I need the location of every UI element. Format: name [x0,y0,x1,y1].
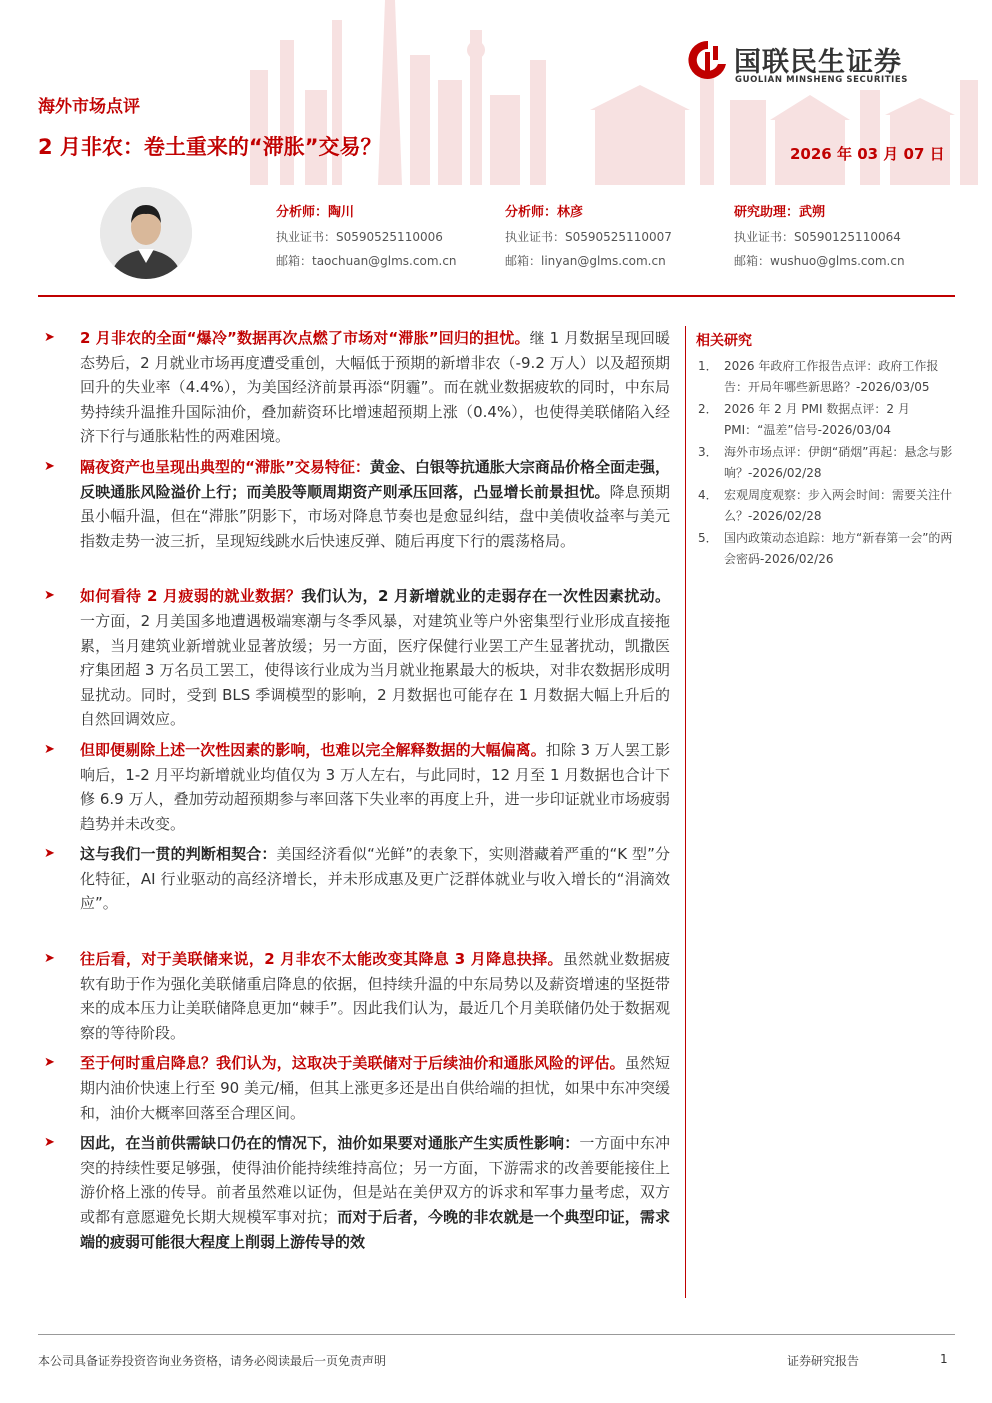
report-body [38,326,670,1254]
related-research-item[interactable] [696,485,958,527]
footer-divider [38,1334,955,1335]
paragraph-text: 一方面，2 月美国多地遭遇极端寒潮与冬季风暴，对建筑业等户外密集型行业形成直接拖累，当月建筑业新增就业显著放缓；另一方面，医疗保健行业罢工产生显著扰动，凯撒医疗集团超 3 万名员工罢工，使得该行业成为当月就业拖累最大的板块，对非农数据形成明显扰动。同时，受到 BLS 季调模型的影响，2 月数据也可能存在 1 月数据大幅上升后的自然回调效应。 [80,611,670,729]
analyst-role: 分析师：陶川 [276,205,355,220]
page-number: 1 [940,1352,948,1366]
bullet-arrow-icon: ➤ [44,458,55,474]
paragraph-lead-bold: 因此，在当前供需缺口仍在的情况下，油价如果要对通胀产生实质性影响： [80,1134,580,1153]
analyst-card-3 [734,201,905,273]
paragraph-text: 降息预期虽小幅升温，但在“滞胀”阴影下，市场对降息节奏也是愈显纠结，盘中美债收益率与美元指数走势一波三折，呈现短线跳水后快速反弹、随后再度下行的震荡格局。 [80,482,670,550]
item-text: 2026 年 2 月 PMI 数据点评：2 月 PMI：“温差”信号-2026/03/04 [724,402,910,437]
paragraph-tail-bold: 而对于后者，今晚的非农就是一个典型印证，需求端的疲弱可能很大程度上削弱上游传导的效 [80,1208,670,1251]
paragraph-lead-bold: 这与我们一贯的判断相契合： [80,845,277,864]
related-research-item[interactable] [696,442,958,484]
related-research-item[interactable] [696,356,958,398]
item-number: 5． [698,531,718,545]
paragraph-lead: 隔夜资产也呈现出典型的“滞胀”交易特征： [80,457,370,476]
item-number: 2． [698,402,718,416]
analyst-email: 邮箱：wushuo@glms.com.cn [734,254,905,268]
paragraph-lead: 如何看待 2 月疲弱的就业数据？ [80,587,302,606]
paragraph-8 [38,1131,670,1254]
paragraph-text: 美国经济看似“光鲜”的表象下，实则潜藏着严重的“K 型”分化特征，AI 行业驱动的高经济增长，并未形成惠及更广泛群体就业与收入增长的“涓滴效应”。 [80,845,670,913]
paragraph-text: 虽然短期内油价快速上行至 90 美元/桶，但其上涨更多还是出自供给端的担忧，如果中东冲突缓和，油价大概率回落至合理区间。 [80,1054,670,1122]
item-number: 3． [698,445,718,459]
item-text: 国内政策动态追踪：地方“新春第一会”的两会密码-2026/02/26 [724,531,953,566]
related-research-panel [696,330,958,571]
column-divider [685,326,686,1298]
brand-logo [688,38,958,90]
paragraph-7 [38,1051,670,1125]
paragraph-4 [38,738,670,836]
paragraph-6 [38,947,670,1045]
item-number: 4． [698,488,718,502]
item-text: 宏观周度观察：步入两会时间：需要关注什么？-2026/02/28 [724,488,953,523]
bullet-arrow-icon: ➤ [44,951,55,967]
bullet-arrow-icon: ➤ [44,588,55,604]
bullet-arrow-icon: ➤ [44,846,55,862]
analyst-card-1 [276,201,457,273]
paragraph-text: 扣除 3 万人罢工影响后，1-2 月平均新增就业均值仅为 3 万人左右，与此同时，12 月至 1 月数据也合计下修 6.9 万人，叠加劳动超预期参与率回落下失业率的再度上升，进一步印证就业市场疲弱趋势并未改变。 [80,740,670,833]
analyst-cert: 执业证书：S0590525110006 [276,230,443,244]
analyst-cert: 执业证书：S0590125110064 [734,230,901,244]
brand-mark-icon [688,38,728,82]
paragraph-3 [38,584,670,732]
brand-name-cn: 国联民生证券 [734,47,902,78]
paragraph-5 [38,842,670,916]
item-number: 1． [698,359,718,373]
analyst-email: 邮箱：taochuan@glms.com.cn [276,254,457,268]
item-text: 2026 年政府工作报告点评：政府工作报告：开局年哪些新思路？-2026/03/05 [724,359,939,394]
paragraph-text: 一方面中东冲突的持续性要足够强，使得油价能持续维持高位；另一方面，下游需求的改善要能接住上游价格上涨的传导。前者虽然难以证伪，但是站在美伊双方的诉求和军事力量考虑，双方或都有意愿避免长期大规模军事对抗； [80,1134,670,1226]
report-category: 海外市场点评 [38,97,140,117]
paragraph-lead: 往后看，对于美联储来说，2 月非农不太能改变其降息 3 月降息抉择。 [80,950,563,969]
paragraph-lead: 至于何时重启降息？我们认为，这取决于美联储对于后续油价和通胀风险的评估。 [80,1054,625,1073]
paragraph-lead: 2 月非农的全面“爆冷”数据再次点燃了市场对“滞胀”回归的担忧。 [80,329,530,347]
paragraph-text: 虽然就业数据疲软有助于作为强化美联储重启降息的依据，但持续升温的中东局势以及薪资增速的坚挺带来的成本压力让美联储降息更加“棘手”。因此我们认为，最近几个月美联储仍处于数据观察的等待阶段。 [80,950,670,1042]
analyst-cert: 执业证书：S0590525110007 [505,230,672,244]
brand-name-en: GUOLIAN MINSHENG SECURITIES [735,75,909,85]
related-research-item[interactable] [696,399,958,441]
paragraph-text: 继 1 月数据呈现回暖态势后，2 月就业市场再度遭受重创，大幅低于预期的新增非农（-9.2 万人）以及超预期回升的失业率（4.4%），为美国经济前景再添“阴霾”。而在就业数据疲软的同时，中东局势持续升温推升国际油价，叠加薪资环比增速超预期上涨（0.4%），也使得美联储陷入经济下行与通胀粘性的两难困境。 [80,329,670,446]
paragraph-lead-bold: 我们认为，2 月新增就业的走弱存在一次性因素扰动。 [301,587,670,606]
related-research-title: 相关研究 [696,333,752,349]
bullet-arrow-icon: ➤ [44,330,55,345]
item-text: 海外市场点评：伊朗“硝烟”再起：悬念与影响？-2026/02/28 [724,445,953,480]
related-research-item[interactable] [696,528,958,570]
paragraph-lead: 但即便剔除上述一次性因素的影响，也难以完全解释数据的大幅偏离。 [80,740,546,759]
footer-report-type: 证券研究报告 [787,1354,860,1368]
bullet-arrow-icon: ➤ [44,741,55,757]
paragraph-lead-bold: 黄金、白银等抗通胀大宗商品价格全面走强，反映通胀风险溢价上行；而美股等顺周期资产则承压回落，凸显增长前景担忧。 [80,457,670,501]
paragraph-2 [38,455,670,553]
bullet-arrow-icon: ➤ [44,1055,55,1071]
report-title: 2 月非农：卷土重来的“滞胀”交易？ [38,135,382,159]
analyst-email: 邮箱：linyan@glms.com.cn [505,254,666,268]
footer-disclaimer: 本公司具备证券投资咨询业务资格，请务必阅读最后一页免责声明 [38,1354,387,1368]
header-divider [38,295,955,297]
report-date: 2026 年 03 月 07 日 [790,145,945,163]
paragraph-1 [38,326,670,449]
analyst-role: 分析师：林彦 [505,205,584,220]
analyst-card-2 [505,201,672,273]
analyst-photo [100,187,192,279]
analyst-role: 研究助理：武朔 [734,205,826,220]
bullet-arrow-icon: ➤ [44,1135,55,1151]
